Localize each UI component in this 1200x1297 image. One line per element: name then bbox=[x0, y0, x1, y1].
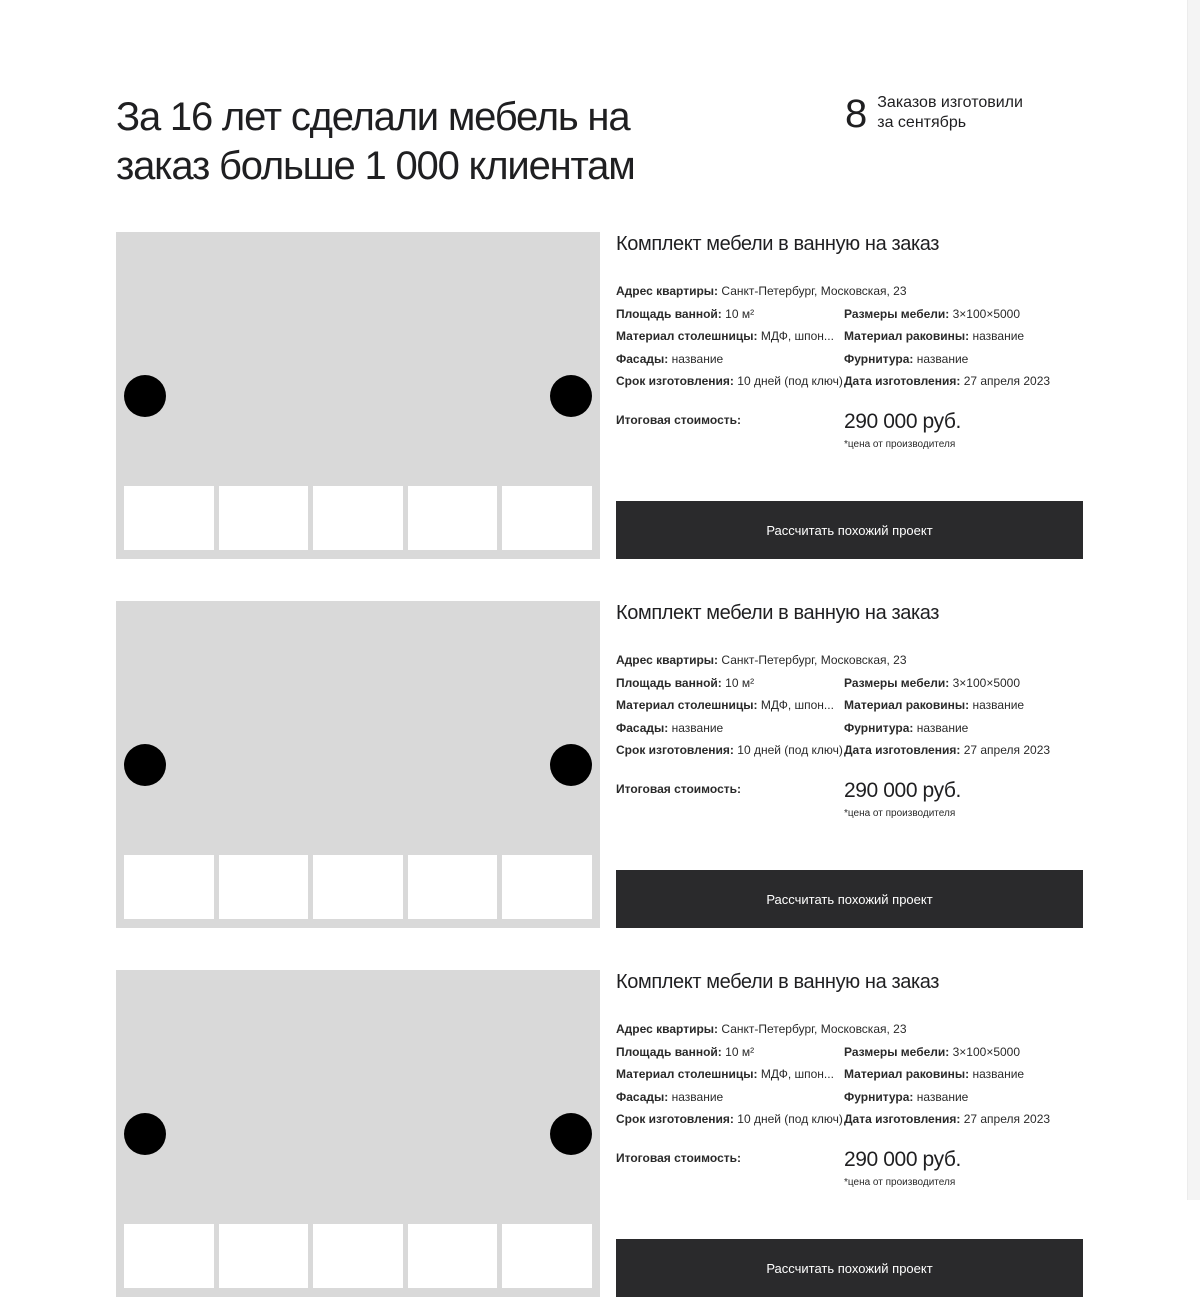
spec-value: название bbox=[671, 1089, 724, 1104]
spec-facades bbox=[616, 717, 844, 740]
next-arrow-icon[interactable] bbox=[550, 744, 592, 786]
spec-value: Санкт-Петербург, Московская, 23 bbox=[721, 653, 907, 667]
spec-value: 10 дней (под ключ) bbox=[737, 374, 843, 389]
spec-value: 3×100×5000 bbox=[952, 306, 1021, 321]
price-note: *цена от производителя bbox=[844, 439, 956, 450]
spec-label: Адрес квартиры: bbox=[616, 284, 719, 298]
project-gallery[interactable] bbox=[116, 970, 600, 1297]
next-arrow-icon[interactable] bbox=[550, 1113, 592, 1155]
spec-sink bbox=[844, 325, 1083, 348]
spec-facades bbox=[616, 1086, 844, 1109]
spec-sink bbox=[844, 1063, 1083, 1086]
project-specs bbox=[616, 1018, 1083, 1131]
project-gallery[interactable] bbox=[116, 232, 600, 559]
gallery-thumbnail[interactable] bbox=[219, 486, 309, 550]
spec-label: Размеры мебели: bbox=[844, 306, 950, 321]
spec-label: Дата изготовления: bbox=[844, 743, 961, 758]
project-specs bbox=[616, 280, 1083, 393]
project-info bbox=[616, 601, 1083, 928]
spec-label: Дата изготовления: bbox=[844, 374, 961, 389]
project-info bbox=[616, 970, 1083, 1297]
gallery-thumbnail[interactable] bbox=[408, 855, 498, 919]
spec-value: МДФ, шпон... bbox=[760, 698, 834, 713]
total-label: Итоговая стоимость: bbox=[616, 782, 741, 796]
spec-term bbox=[616, 1108, 844, 1131]
spec-address bbox=[616, 1018, 1083, 1041]
prev-arrow-icon[interactable] bbox=[124, 744, 166, 786]
spec-value: название bbox=[916, 351, 969, 366]
spec-value: 10 м² bbox=[725, 1044, 755, 1059]
prev-arrow-icon[interactable] bbox=[124, 1113, 166, 1155]
page-title-line-1: За 16 лет сделали мебель на bbox=[116, 95, 630, 139]
spec-value: название bbox=[671, 720, 724, 735]
spec-value: 27 апреля 2023 bbox=[963, 374, 1051, 389]
spec-label: Фасады: bbox=[616, 1089, 669, 1104]
spec-label: Материал раковины: bbox=[844, 329, 970, 344]
prev-arrow-icon[interactable] bbox=[124, 375, 166, 417]
spec-value: 27 апреля 2023 bbox=[963, 743, 1051, 758]
gallery-thumbnails bbox=[124, 1224, 592, 1288]
spec-label: Адрес квартиры: bbox=[616, 653, 719, 667]
spec-date bbox=[844, 1108, 1083, 1131]
spec-value: МДФ, шпон... bbox=[760, 329, 834, 344]
project-title: Комплект мебели в ванную на заказ bbox=[616, 602, 940, 624]
spec-label: Срок изготовления: bbox=[616, 374, 734, 389]
project-card bbox=[116, 601, 1083, 928]
project-card bbox=[116, 232, 1083, 559]
orders-stat-caption bbox=[877, 93, 1047, 133]
spec-size bbox=[844, 672, 1083, 695]
spec-value: 10 м² bbox=[725, 306, 755, 321]
spec-label: Материал раковины: bbox=[844, 1067, 970, 1082]
spec-facades bbox=[616, 348, 844, 371]
project-specs bbox=[616, 649, 1083, 762]
spec-date bbox=[844, 739, 1083, 762]
project-price: 290 000 руб. bbox=[844, 1148, 961, 1171]
gallery-thumbnail[interactable] bbox=[313, 1224, 403, 1288]
spec-value: название bbox=[972, 698, 1025, 713]
spec-value: название bbox=[972, 329, 1025, 344]
spec-value: название bbox=[671, 351, 724, 366]
orders-stat-number: 8 bbox=[845, 92, 868, 136]
gallery-thumbnails bbox=[124, 855, 592, 919]
gallery-thumbnail[interactable] bbox=[502, 486, 592, 550]
spec-value: 27 апреля 2023 bbox=[963, 1112, 1051, 1127]
calculate-project-button[interactable]: Рассчитать похожий проект bbox=[616, 501, 1083, 559]
spec-label: Материал столешницы: bbox=[616, 1067, 758, 1082]
gallery-thumbnail[interactable] bbox=[408, 486, 498, 550]
next-arrow-icon[interactable] bbox=[550, 375, 592, 417]
spec-area bbox=[616, 303, 844, 326]
price-note: *цена от производителя bbox=[844, 808, 956, 819]
gallery-thumbnail[interactable] bbox=[313, 855, 403, 919]
project-card bbox=[116, 970, 1083, 1297]
spec-address bbox=[616, 649, 1083, 672]
project-price: 290 000 руб. bbox=[844, 779, 961, 802]
project-info bbox=[616, 232, 1083, 559]
gallery-thumbnail[interactable] bbox=[408, 1224, 498, 1288]
total-label: Итоговая стоимость: bbox=[616, 413, 741, 427]
price-note: *цена от производителя bbox=[844, 1177, 956, 1188]
page-title-line-2: заказ больше 1 000 клиентам bbox=[116, 144, 635, 188]
spec-value: 10 дней (под ключ) bbox=[737, 1112, 843, 1127]
spec-hardware bbox=[844, 348, 1083, 371]
spec-label: Площадь ванной: bbox=[616, 1044, 722, 1059]
calculate-project-button[interactable]: Рассчитать похожий проект bbox=[616, 870, 1083, 928]
spec-countertop bbox=[616, 325, 844, 348]
spec-label: Срок изготовления: bbox=[616, 743, 734, 758]
gallery-thumbnail[interactable] bbox=[124, 855, 214, 919]
gallery-thumbnail[interactable] bbox=[502, 855, 592, 919]
spec-value: название bbox=[916, 1089, 969, 1104]
spec-area bbox=[616, 672, 844, 695]
spec-sink bbox=[844, 694, 1083, 717]
gallery-thumbnail[interactable] bbox=[124, 1224, 214, 1288]
project-price: 290 000 руб. bbox=[844, 410, 961, 433]
spec-label: Материал столешницы: bbox=[616, 698, 758, 713]
spec-label: Размеры мебели: bbox=[844, 1044, 950, 1059]
spec-label: Фурнитура: bbox=[844, 351, 914, 366]
spec-value: Санкт-Петербург, Московская, 23 bbox=[721, 284, 907, 298]
spec-label: Срок изготовления: bbox=[616, 1112, 734, 1127]
gallery-thumbnail[interactable] bbox=[502, 1224, 592, 1288]
spec-label: Фурнитура: bbox=[844, 1089, 914, 1104]
page-title bbox=[116, 93, 756, 191]
gallery-thumbnails bbox=[124, 486, 592, 550]
spec-address bbox=[616, 280, 1083, 303]
gallery-thumbnail[interactable] bbox=[219, 1224, 309, 1288]
spec-label: Фурнитура: bbox=[844, 720, 914, 735]
spec-area bbox=[616, 1041, 844, 1064]
spec-label: Фасады: bbox=[616, 351, 669, 366]
project-gallery[interactable] bbox=[116, 601, 600, 928]
orders-stat-caption-line-2: за сентябрь bbox=[877, 114, 967, 131]
spec-value: 3×100×5000 bbox=[952, 675, 1021, 690]
spec-label: Фасады: bbox=[616, 720, 669, 735]
gallery-thumbnail[interactable] bbox=[219, 855, 309, 919]
spec-value: 10 м² bbox=[725, 675, 755, 690]
spec-label: Дата изготовления: bbox=[844, 1112, 961, 1127]
calculate-project-button[interactable]: Рассчитать похожий проект bbox=[616, 1239, 1083, 1297]
spec-countertop bbox=[616, 1063, 844, 1086]
spec-label: Материал раковины: bbox=[844, 698, 970, 713]
spec-value: название bbox=[916, 720, 969, 735]
project-title: Комплект мебели в ванную на заказ bbox=[616, 971, 940, 993]
spec-hardware bbox=[844, 717, 1083, 740]
spec-value: 10 дней (под ключ) bbox=[737, 743, 843, 758]
spec-value: 3×100×5000 bbox=[952, 1044, 1021, 1059]
scrollbar[interactable] bbox=[1187, 0, 1200, 1200]
spec-hardware bbox=[844, 1086, 1083, 1109]
orders-stat-caption-line-1: Заказов изготовили bbox=[877, 94, 1023, 111]
spec-value: название bbox=[972, 1067, 1025, 1082]
spec-date bbox=[844, 370, 1083, 393]
spec-label: Материал столешницы: bbox=[616, 329, 758, 344]
orders-stat bbox=[845, 90, 1047, 138]
spec-label: Площадь ванной: bbox=[616, 675, 722, 690]
spec-size bbox=[844, 303, 1083, 326]
spec-label: Адрес квартиры: bbox=[616, 1022, 719, 1036]
spec-size bbox=[844, 1041, 1083, 1064]
spec-value: Санкт-Петербург, Московская, 23 bbox=[721, 1022, 907, 1036]
project-title: Комплект мебели в ванную на заказ bbox=[616, 233, 940, 255]
spec-label: Размеры мебели: bbox=[844, 675, 950, 690]
spec-value: МДФ, шпон... bbox=[760, 1067, 834, 1082]
gallery-thumbnail[interactable] bbox=[313, 486, 403, 550]
total-label: Итоговая стоимость: bbox=[616, 1151, 741, 1165]
gallery-thumbnail[interactable] bbox=[124, 486, 214, 550]
spec-term bbox=[616, 739, 844, 762]
spec-term bbox=[616, 370, 844, 393]
spec-countertop bbox=[616, 694, 844, 717]
spec-label: Площадь ванной: bbox=[616, 306, 722, 321]
